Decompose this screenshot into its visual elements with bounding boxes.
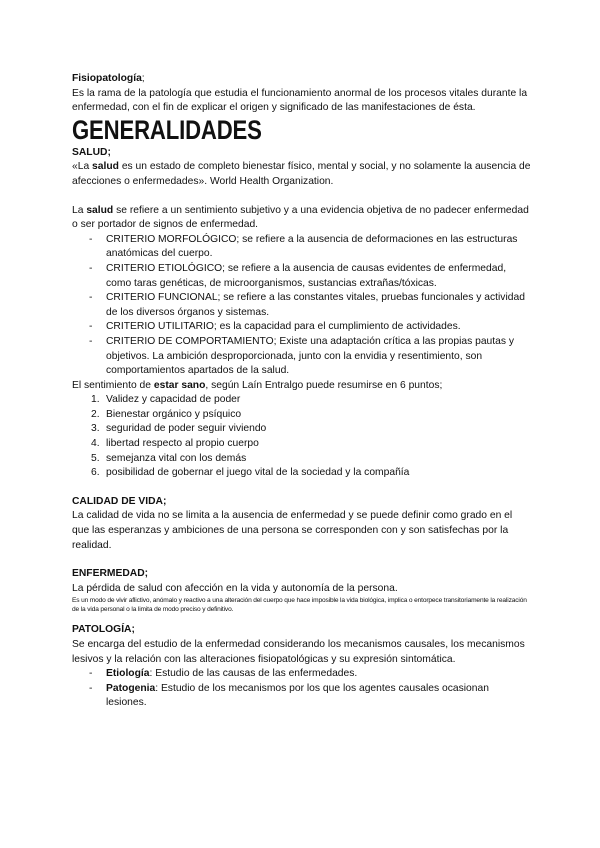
list-item — [72, 667, 532, 682]
dash-mark: - — [89, 335, 93, 347]
list-item — [72, 437, 532, 452]
item-text: Bienestar orgánico y psíquico — [106, 408, 242, 420]
spacer — [72, 190, 532, 204]
criterio-utilitario: CRITERIO UTILITARIO; es la capacidad para el cumplimiento de actividades. — [106, 321, 461, 333]
document-page — [72, 72, 532, 711]
page-title: GENERALIDADES — [72, 114, 262, 145]
estar-sano-intro — [72, 379, 532, 394]
item-text: libertad respecto al propio cuerpo — [106, 438, 259, 450]
enfermedad-text: La pérdida de salud con afección en la vida y autonomía de la persona. — [72, 582, 398, 594]
patologia-list — [72, 667, 532, 711]
estar-sano-rest: , según Laín Entralgo puede resumirse en 6 puntos; — [205, 379, 443, 391]
salud-intro-pre: La — [72, 204, 87, 216]
list-item — [72, 291, 532, 320]
salud-quote-open: «La — [72, 161, 93, 173]
list-item — [72, 335, 532, 379]
fisiopatologia-definition: Es la rama de la patología que estudia el funcionamiento anormal de los procesos vitales durante la enfermedad, con el fin de explicar el origen y significado de las manifestaciones de ésta. — [72, 87, 528, 114]
item-text: Validez y capacidad de poder — [106, 394, 241, 406]
salud-quote — [72, 160, 532, 189]
list-item — [72, 682, 532, 711]
list-item — [72, 233, 532, 262]
estar-sano-bold: estar sano — [153, 379, 206, 391]
list-item — [72, 408, 532, 423]
item-number: 3. — [91, 423, 100, 435]
criterio-etiologico: CRITERIO ETIOLÓGICO; se refiere a la ausencia de causas evidentes de enfermedad, como taras genéticas, de microorganismos, sustancias extrañas/tóxicas. — [106, 262, 507, 289]
item-number: 6. — [91, 467, 100, 479]
spacer — [72, 481, 532, 495]
salud-quote-bold: salud — [92, 161, 119, 173]
salud-heading-semicolon: ; — [107, 146, 111, 158]
list-item — [72, 262, 532, 291]
estar-sano-list — [72, 393, 532, 481]
list-item — [72, 466, 532, 481]
list-item — [72, 393, 532, 408]
dash-mark: - — [89, 292, 93, 304]
dash-mark: - — [89, 668, 93, 680]
salud-quote-rest: es un estado de completo bienestar físico, mental y social, y no solamente la ausencia de afecciones o enfermedades». World Health Organization. — [72, 161, 531, 187]
fisiopatologia-term: Fisiopatología — [72, 73, 142, 84]
dash-mark: - — [89, 321, 93, 333]
list-item — [72, 422, 532, 437]
patologia-text: Se encarga del estudio de la enfermedad considerando los mecanismos causales, los mecanismos lesivos y la relación con las alteraciones fisiopatológicas y su expresión sintomática. — [72, 639, 525, 665]
salud-intro-rest: se refiere a un sentimiento subjetivo y a una evidencia objetiva de no padecer enfermedad o ser portador de signos de enfermedad. — [72, 204, 529, 231]
list-item — [72, 320, 532, 335]
patogenia-def: : Estudio de los mecanismos por los que los agentes causales ocasionan lesiones. — [106, 682, 489, 709]
dash-mark: - — [89, 262, 93, 274]
calidad-heading: CALIDAD DE VIDA; — [72, 495, 167, 507]
spacer — [72, 614, 532, 623]
fisiopatologia-semicolon: ; — [141, 73, 145, 84]
criterios-list — [72, 233, 532, 379]
salud-heading-text: SALUD — [72, 146, 108, 158]
etiologia-term: Etiología — [106, 668, 150, 680]
etiologia-def: : Estudio de las causas de las enfermedades. — [149, 668, 358, 680]
salud-intro-bold: salud — [86, 204, 114, 216]
item-text: semejanza vital con los demás — [106, 452, 247, 464]
item-number: 5. — [91, 452, 100, 464]
item-text: seguridad de poder seguir viviendo — [106, 423, 267, 435]
criterio-morfologico: CRITERIO MORFOLÓGICO; se refiere a la ausencia de deformaciones en las estructuras anatómicas del cuerpo. — [106, 233, 518, 260]
item-number: 4. — [91, 438, 100, 450]
criterio-comportamiento: CRITERIO DE COMPORTAMIENTO; Existe una adaptación crítica a las propias pautas y objetivos. La ambición desproporcionada, junto con la envidia y resentimiento, son comportamientos apartados de la salud. — [106, 335, 515, 377]
enfermedad-small-text: Es un modo de vivir aflictivo, anómalo y reactivo a una alteración del cuerpo que hace imposible la vida biológica, implica o entorpece transitoriamente la realización de la vida personal o la limita de modo preciso y definitivo. — [72, 597, 527, 614]
item-text: posibilidad de gobernar el juego vital de la sociedad y la compañía — [106, 467, 410, 479]
dash-mark: - — [89, 233, 93, 245]
list-item — [72, 452, 532, 467]
criterio-funcional: CRITERIO FUNCIONAL; se refiere a las constantes vitales, pruebas funcionales y actividad de los diversos órganos y sistemas. — [106, 292, 525, 318]
item-number: 1. — [91, 394, 100, 406]
salud-heading — [72, 146, 532, 161]
estar-sano-pre: El sentimiento de — [72, 379, 154, 391]
item-number: 2. — [91, 408, 100, 420]
dash-mark: - — [89, 682, 93, 694]
calidad-text: La calidad de vida no se limita a la ausencia de enfermedad y se puede definir como grado en el que las esperanzas y ambiciones de una persona se corresponden con y son satisfechas por la realidad. — [72, 510, 513, 551]
fisiopatologia-heading — [72, 72, 532, 87]
enfermedad-heading: ENFERMEDAD; — [72, 568, 149, 580]
spacer — [72, 553, 532, 567]
patogenia-term: Patogenia — [106, 682, 156, 694]
patologia-heading: PATOLOGÍA; — [72, 624, 135, 636]
salud-intro — [72, 204, 532, 233]
